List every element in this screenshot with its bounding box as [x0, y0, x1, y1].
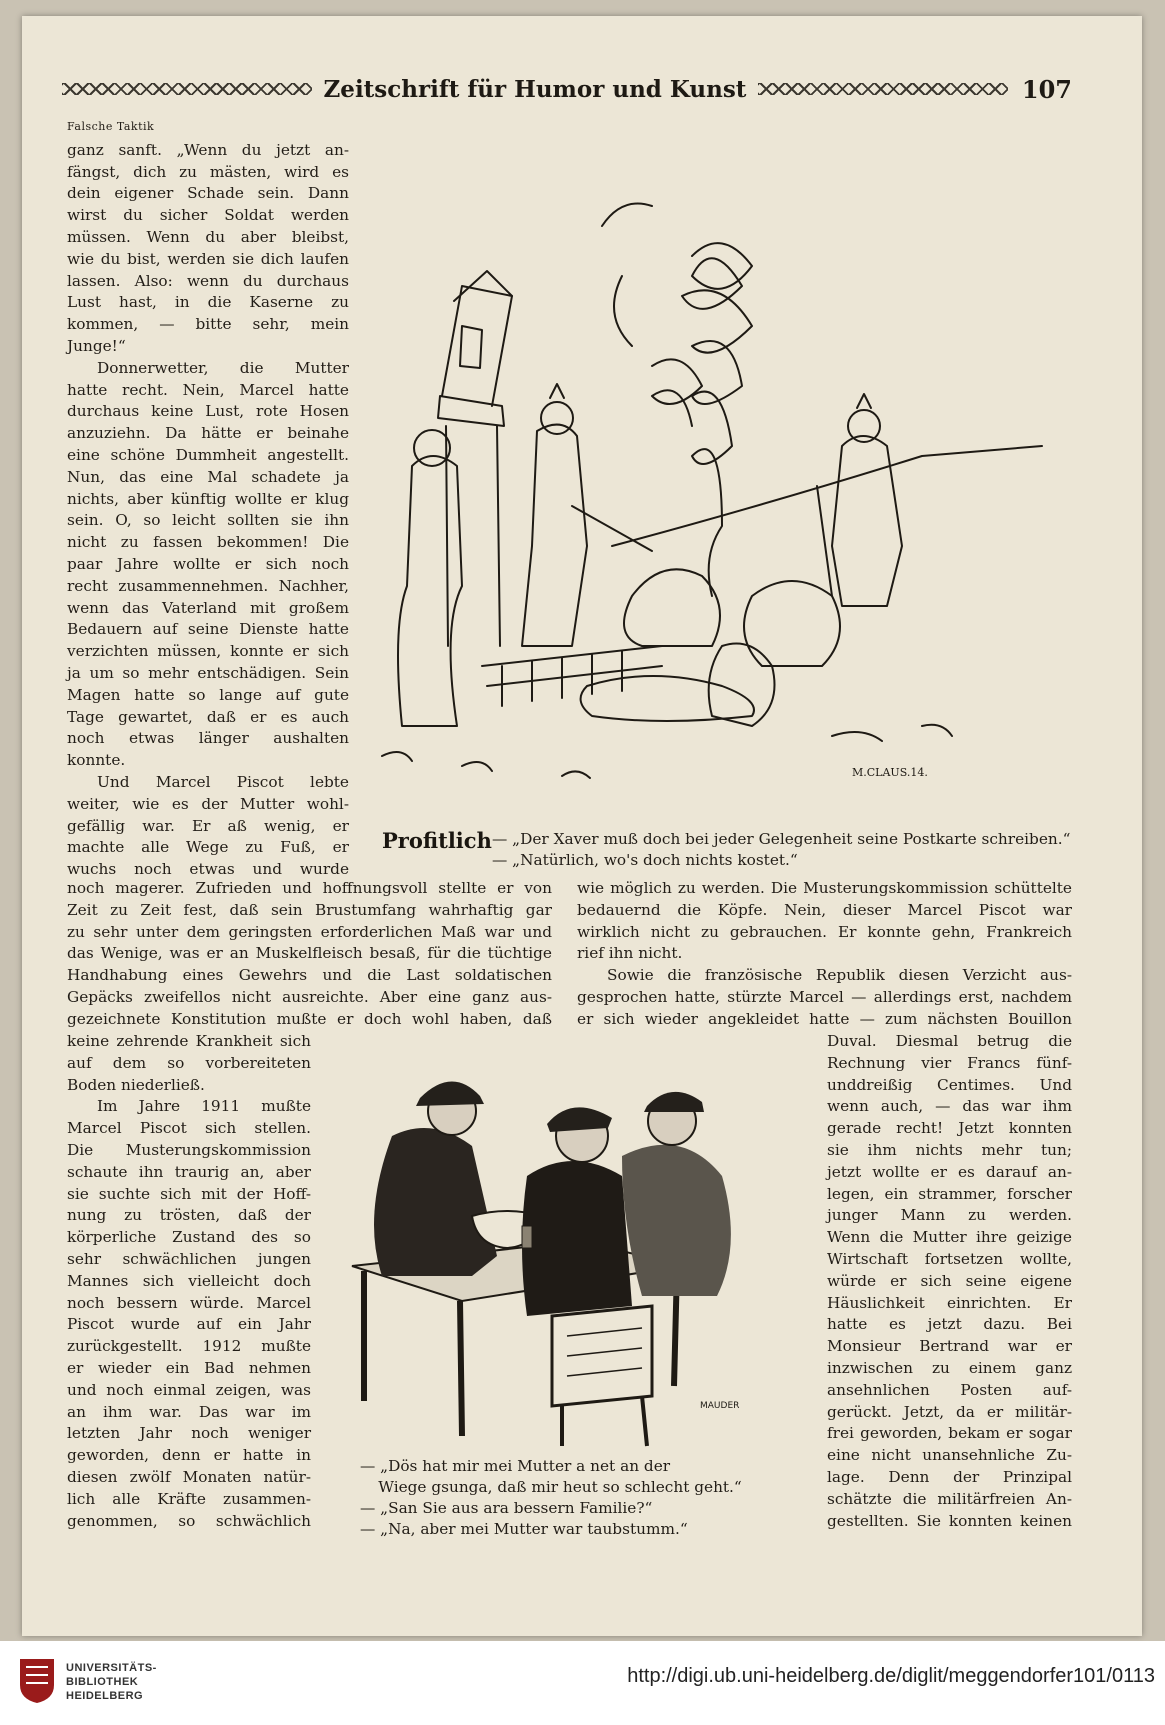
text-line: noch etwas länger aushalten — [67, 729, 349, 748]
text-line: Im Jahre 1911 mußte — [97, 1097, 311, 1116]
text-line: lich alle Kräfte zusammen- — [67, 1489, 311, 1508]
text-line: gerade recht! Jetzt konnten — [827, 1119, 1072, 1138]
text-line: bedauernd die Köpfe. Nein, dieser Marcel Piscot war — [577, 900, 1072, 919]
university-seal-icon — [16, 1655, 58, 1705]
text-line: an ihm war. Das war im — [67, 1402, 311, 1421]
text-line: rief ihn nicht. — [577, 944, 683, 963]
text-line: ganz sanft. „Wenn du jetzt an- — [67, 140, 349, 159]
text-line: lassen. Also: wenn du durchaus — [67, 271, 349, 290]
text-line: Magen hatte so lange auf gute — [67, 685, 349, 704]
text-line: er wieder ein Bad nehmen — [67, 1358, 311, 1377]
top-caption — [492, 829, 1072, 871]
text-line: gerückt. Jetzt, da er militär- — [827, 1402, 1072, 1421]
text-line: ansehnlichen Posten auf- — [827, 1380, 1072, 1399]
text-line: müssen. Wenn du aber bleibst, — [67, 227, 349, 246]
text-line: zurückgestellt. 1912 mußte — [67, 1337, 311, 1356]
text-line: dein eigener Schade sein. Dann — [67, 184, 349, 203]
text-line: Wirtschaft fortsetzen wollte, — [827, 1249, 1072, 1268]
text-line: hatte recht. Nein, Marcel hatte — [67, 380, 349, 399]
text-line: recht zusammennehmen. Nachher, — [67, 576, 349, 595]
text-line: jetzt wollte er es darauf an- — [827, 1162, 1072, 1181]
text-line: Junge!“ — [67, 336, 126, 355]
ornament-right — [758, 83, 1008, 95]
text-line: nichts, aber künftig wollte er klug — [67, 489, 349, 508]
text-line: Häuslichkeit einrichten. Er — [827, 1293, 1072, 1312]
text-line: Nun, das eine Mal schadete ja — [67, 467, 349, 486]
text-line: das Wenige, was er an Muskelfleisch besaß, für die tüchtige — [67, 944, 552, 963]
text-line: nung zu trösten, daß der — [67, 1206, 311, 1225]
text-line: legen, ein strammer, forscher — [827, 1184, 1072, 1203]
bottom-right-column — [827, 1031, 1072, 1532]
bottom-left-column — [67, 1031, 311, 1532]
text-line: sehr schwächlichen jungen — [67, 1249, 311, 1268]
text-line: wirklich nicht zu gebrauchen. Er konnte gehn, Frankreich — [577, 922, 1072, 941]
text-line: Duval. Diesmal betrug die — [827, 1032, 1072, 1050]
left-column — [67, 116, 349, 881]
text-line: konnte. — [67, 751, 126, 770]
caption-line: — „Dös hat mir mei Mutter a net an der — [360, 1457, 671, 1475]
text-line: fängst, dich zu mästen, wird es — [67, 162, 349, 181]
story-heading: Falsche Taktik — [67, 120, 155, 133]
text-line: Handhabung eines Gewehrs und die Last soldatischen — [67, 966, 552, 985]
text-line: eine nicht unansehnliche Zu- — [827, 1446, 1072, 1465]
ornament-left — [62, 83, 312, 95]
wide-right-block — [577, 878, 1072, 1031]
text-line: Piscot wurde auf ein Jahr — [67, 1315, 311, 1334]
text-line: wie möglich zu werden. Die Musterungskommission schüttelte — [577, 879, 1072, 897]
text-line: Donnerwetter, die Mutter — [97, 358, 349, 377]
text-line: Gepäcks zweifellos nicht ausreichte. Aber eine ganz aus- — [67, 987, 552, 1006]
text-line: würde er sich seine eigene — [827, 1271, 1072, 1290]
text-line: Wenn die Mutter ihre geizige — [827, 1228, 1072, 1247]
caption-line: — „Natürlich, wo's doch nichts kostet.“ — [492, 851, 798, 869]
text-line: ja um so mehr entschädigen. Sein — [67, 663, 349, 682]
text-line: Zeit zu Zeit fest, daß sein Brustumfang wahrhaftig gar — [67, 900, 552, 919]
library-line: BIBLIOTHEK — [66, 1676, 139, 1688]
text-line: Lust hast, in die Kaserne zu — [67, 293, 349, 312]
soldiers-illustration — [362, 126, 1062, 826]
caption-line: — „Na, aber mei Mutter war taubstumm.“ — [360, 1520, 688, 1538]
text-line: genommen, so schwächlich — [67, 1511, 311, 1530]
text-line: wuchs noch etwas und wurde — [67, 860, 349, 879]
caption-line: — „San Sie aus ara bessern Familie?“ — [360, 1499, 653, 1517]
text-line: unddreißig Centimes. Und — [827, 1075, 1072, 1094]
text-line: inzwischen zu einem ganz — [827, 1358, 1072, 1377]
text-line: geworden, denn er hatte in — [67, 1446, 311, 1465]
text-line: nicht zu fassen bekommen! Die — [67, 533, 349, 552]
text-line: körperliche Zustand des so — [67, 1228, 311, 1247]
wide-left-block — [67, 878, 552, 1031]
text-line: anzuziehn. Da hätte er beinahe — [67, 424, 349, 443]
text-line: Boden niederließ. — [67, 1075, 205, 1094]
caption-line: Wiege gsunga, daß mir heut so schlecht geht.“ — [378, 1478, 742, 1496]
text-line: frei geworden, bekam er sogar — [827, 1424, 1072, 1443]
text-line: Die Musterungskommission — [67, 1140, 311, 1159]
text-line: Mannes sich vielleicht doch — [67, 1271, 311, 1290]
magazine-page — [22, 16, 1142, 1636]
text-line: Und Marcel Piscot lebte — [97, 772, 349, 791]
text-line: wirst du sicher Soldat werden — [67, 206, 349, 225]
text-line: sie ihm nichts mehr tun; — [827, 1140, 1072, 1159]
text-line: er sich wieder angekleidet hatte — zum nächsten Bouillon — [577, 1009, 1072, 1028]
library-name — [66, 1661, 157, 1703]
text-line: gezeichnete Konstitution mußte er doch wohl haben, daß — [67, 1009, 552, 1028]
text-line: hatte es jetzt dazu. Bei — [827, 1315, 1072, 1334]
text-line: noch magerer. Zufrieden und hoffnungsvoll stellte er von — [67, 879, 552, 897]
text-line: diesen zwölf Monaten natür- — [67, 1467, 311, 1486]
text-line: Tage gewartet, daß er es auch — [67, 707, 349, 726]
illustration-signature: MAUDER — [700, 1401, 740, 1411]
text-line: gesprochen hatte, stürzte Marcel — allerdings erst, nachdem — [577, 987, 1072, 1006]
header-title: Zeitschrift für Humor und Kunst — [323, 75, 747, 103]
library-line: UNIVERSITÄTS- — [66, 1662, 157, 1674]
library-line: HEIDELBERG — [66, 1690, 144, 1702]
text-line: Marcel Piscot sich stellen. — [67, 1119, 311, 1138]
text-line: auf dem so vorbereiteten — [67, 1053, 311, 1072]
text-line: schätzte die militärfreien An- — [827, 1489, 1072, 1508]
text-line: Bedauern auf seine Dienste hatte — [67, 620, 349, 639]
viewer-footer — [0, 1641, 1165, 1725]
text-line: noch bessern würde. Marcel — [67, 1293, 311, 1312]
text-line: Rechnung vier Francs fünf- — [827, 1053, 1072, 1072]
text-line: eine schöne Dummheit angestellt. — [67, 445, 349, 464]
permalink-url[interactable]: http://digi.ub.uni-heidelberg.de/diglit/meggendorfer101/0113 — [627, 1665, 1155, 1687]
text-line: wenn das Vaterland mit großem — [67, 598, 349, 617]
text-line: gestellten. Sie konnten keinen — [827, 1511, 1072, 1530]
text-line: sie suchte sich mit der Hoff- — [67, 1184, 311, 1203]
text-line: paar Jahre wollte er sich noch — [67, 554, 349, 573]
text-line: machte alle Wege zu Fuß, er — [67, 838, 349, 857]
text-line: Monsieur Bertrand war er — [827, 1337, 1072, 1356]
text-line: wie du bist, werden sie dich laufen — [67, 249, 349, 268]
text-line: gefällig war. Er aß wenig, er — [67, 816, 349, 835]
text-line: lage. Denn der Prinzipal — [827, 1467, 1072, 1486]
text-line: durchaus keine Lust, rote Hosen — [67, 402, 349, 421]
text-line: keine zehrende Krankheit sich — [67, 1032, 311, 1050]
running-header — [62, 74, 1072, 104]
caption-line: — „Der Xaver muß doch bei jeder Gelegenheit seine Postkarte schreiben.“ — [492, 830, 1071, 848]
text-line: weiter, wie es der Mutter wohl- — [67, 794, 349, 813]
text-line: sein. O, so leicht sollten sie ihn — [67, 511, 349, 530]
caption-title: Profitlich — [382, 828, 492, 853]
text-line: letzten Jahr noch weniger — [67, 1424, 311, 1443]
text-line: Sowie die französische Republik diesen Verzicht aus- — [607, 966, 1072, 985]
page-number: 107 — [1021, 74, 1073, 104]
text-line: junger Mann zu werden. — [827, 1206, 1072, 1225]
text-line: schaute ihn traurig an, aber — [67, 1162, 311, 1181]
illustration-signature: M.CLAUS.14. — [852, 766, 928, 779]
text-line: zu sehr unter dem geringsten erforderlichen Maß war und — [67, 922, 552, 941]
text-line: wenn auch, — das war ihm — [827, 1097, 1072, 1116]
tavern-illustration — [322, 1066, 802, 1456]
text-line: kommen, — bitte sehr, mein — [67, 315, 349, 334]
text-line: und noch einmal zeigen, was — [67, 1380, 311, 1399]
bottom-caption — [360, 1456, 760, 1540]
text-line: verzichten müssen, konnte er sich — [67, 642, 349, 661]
